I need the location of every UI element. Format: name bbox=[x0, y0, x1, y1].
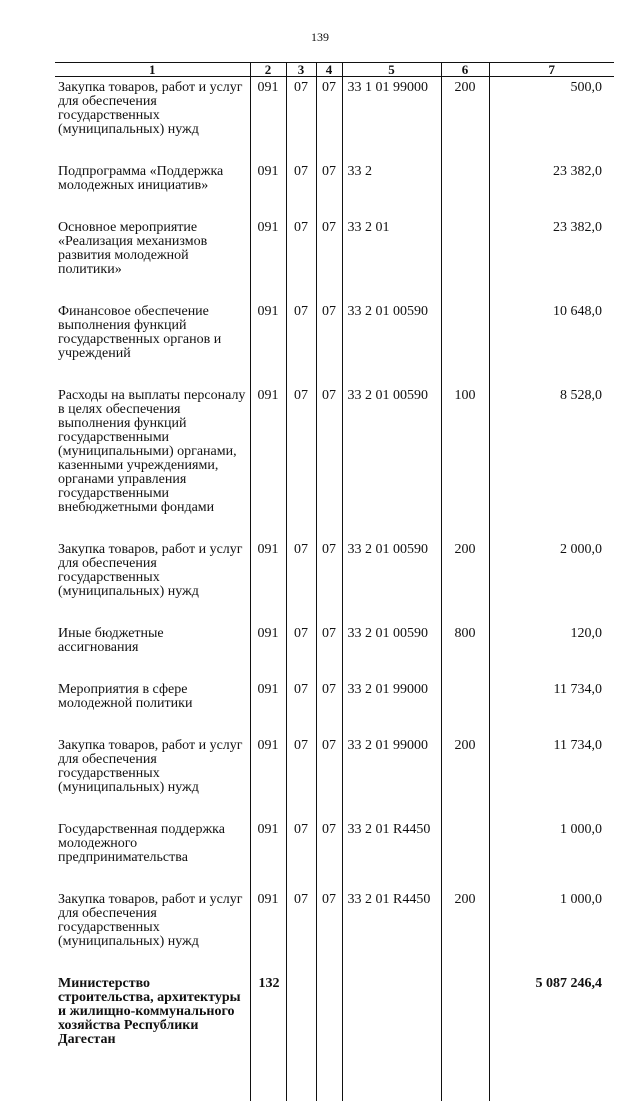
table-row bbox=[55, 381, 614, 535]
row-col2-cell: 091 bbox=[250, 381, 286, 535]
row-col3-cell: 07 bbox=[286, 885, 316, 969]
table-row bbox=[55, 731, 614, 815]
row-name-cell: Расходы на выплаты персоналу в целях обеспечения выполнения функций государственными (муниципальными) органами, казенными учреждениями, органами управления государственными внебюджетными фондами bbox=[58, 388, 246, 515]
row-col6-cell: 800 bbox=[441, 619, 489, 675]
row-col2-cell: 132 bbox=[250, 969, 286, 1067]
row-name-cell: Иные бюджетные ассигнования bbox=[58, 626, 164, 655]
row-name-cell: Закупка товаров, работ и услуг для обеспечения государственных (муниципальных) нужд bbox=[58, 542, 243, 599]
row-col4-cell bbox=[316, 969, 342, 1067]
row-col4-cell: 07 bbox=[316, 675, 342, 731]
row-col6-cell: 200 bbox=[441, 885, 489, 969]
page-number: 139 bbox=[311, 30, 329, 44]
table-row bbox=[55, 619, 614, 675]
table-row bbox=[55, 535, 614, 619]
table-row bbox=[55, 213, 614, 297]
column-header-7: 7 bbox=[489, 63, 614, 77]
table-row bbox=[55, 77, 614, 158]
row-col5-cell: 33 2 01 00590 bbox=[342, 381, 441, 535]
column-header-4: 4 bbox=[316, 63, 342, 77]
table-row bbox=[55, 969, 614, 1067]
spacer-cell bbox=[489, 1067, 614, 1101]
row-col7-cell: 10 648,0 bbox=[489, 297, 614, 381]
row-col7-cell: 23 382,0 bbox=[489, 157, 614, 213]
row-col6-cell bbox=[441, 297, 489, 381]
row-col7-cell: 1 000,0 bbox=[489, 815, 614, 885]
row-col5-cell: 33 2 01 00590 bbox=[342, 297, 441, 381]
row-col3-cell: 07 bbox=[286, 731, 316, 815]
spacer-cell bbox=[55, 1067, 250, 1101]
spacer-cell bbox=[316, 1067, 342, 1101]
row-name-cell: Финансовое обеспечение выполнения функций государственных органов и учреждений bbox=[58, 304, 222, 361]
row-col6-cell bbox=[441, 157, 489, 213]
row-col7-cell: 11 734,0 bbox=[489, 731, 614, 815]
row-col7-cell: 11 734,0 bbox=[489, 675, 614, 731]
table-row bbox=[55, 815, 614, 885]
row-col2-cell: 091 bbox=[250, 885, 286, 969]
row-col5-cell: 33 2 bbox=[342, 157, 441, 213]
spacer-cell bbox=[342, 1067, 441, 1101]
row-col6-cell: 200 bbox=[441, 535, 489, 619]
row-name-cell: Государственная поддержка молодежного предпринимательства bbox=[58, 822, 225, 865]
row-col2-cell: 091 bbox=[250, 77, 286, 158]
column-header-6: 6 bbox=[441, 63, 489, 77]
row-col7-cell: 5 087 246,4 bbox=[489, 969, 614, 1067]
row-name-cell: Подпрограмма «Поддержка молодежных инициатив» bbox=[58, 164, 224, 193]
row-col3-cell: 07 bbox=[286, 381, 316, 535]
row-col6-cell: 100 bbox=[441, 381, 489, 535]
row-col3-cell: 07 bbox=[286, 619, 316, 675]
row-col2-cell: 091 bbox=[250, 731, 286, 815]
row-col4-cell: 07 bbox=[316, 297, 342, 381]
row-col3-cell: 07 bbox=[286, 675, 316, 731]
spacer-cell bbox=[286, 1067, 316, 1101]
row-col7-cell: 23 382,0 bbox=[489, 213, 614, 297]
row-col2-cell: 091 bbox=[250, 815, 286, 885]
header-row bbox=[55, 63, 614, 77]
table-row bbox=[55, 157, 614, 213]
row-col4-cell: 07 bbox=[316, 535, 342, 619]
row-col5-cell: 33 2 01 R4450 bbox=[342, 885, 441, 969]
row-col4-cell: 07 bbox=[316, 77, 342, 158]
row-col3-cell: 07 bbox=[286, 157, 316, 213]
row-col6-cell bbox=[441, 675, 489, 731]
table-row bbox=[55, 297, 614, 381]
row-col2-cell: 091 bbox=[250, 675, 286, 731]
row-col6-cell bbox=[441, 969, 489, 1067]
row-col5-cell: 33 1 01 99000 bbox=[342, 77, 441, 158]
table-row bbox=[55, 675, 614, 731]
row-col4-cell: 07 bbox=[316, 619, 342, 675]
row-col6-cell: 200 bbox=[441, 731, 489, 815]
row-col4-cell: 07 bbox=[316, 815, 342, 885]
budget-table bbox=[55, 62, 614, 1101]
row-col3-cell: 07 bbox=[286, 297, 316, 381]
row-col7-cell: 1 000,0 bbox=[489, 885, 614, 969]
row-col2-cell: 091 bbox=[250, 297, 286, 381]
row-col3-cell: 07 bbox=[286, 815, 316, 885]
row-col3-cell bbox=[286, 969, 316, 1067]
row-col2-cell: 091 bbox=[250, 213, 286, 297]
spacer-cell bbox=[441, 1067, 489, 1101]
row-col4-cell: 07 bbox=[316, 885, 342, 969]
row-col2-cell: 091 bbox=[250, 157, 286, 213]
row-col6-cell bbox=[441, 213, 489, 297]
row-col5-cell: 33 2 01 00590 bbox=[342, 535, 441, 619]
row-col3-cell: 07 bbox=[286, 535, 316, 619]
row-name-cell: Закупка товаров, работ и услуг для обеспечения государственных (муниципальных) нужд bbox=[58, 738, 243, 795]
row-name-cell: Закупка товаров, работ и услуг для обеспечения государственных (муниципальных) нужд bbox=[58, 80, 243, 137]
row-col2-cell: 091 bbox=[250, 619, 286, 675]
column-header-3: 3 bbox=[286, 63, 316, 77]
row-name-cell: Министерство строительства, архитектуры и жилищно-коммунального хозяйства Республики Дагестан bbox=[58, 976, 241, 1047]
row-name-cell: Основное мероприятие «Реализация механизмов развития молодежной политики» bbox=[58, 220, 208, 277]
row-col5-cell: 33 2 01 99000 bbox=[342, 731, 441, 815]
row-col6-cell: 200 bbox=[441, 77, 489, 158]
row-col5-cell bbox=[342, 969, 441, 1067]
row-col3-cell: 07 bbox=[286, 77, 316, 158]
row-col5-cell: 33 2 01 bbox=[342, 213, 441, 297]
row-col5-cell: 33 2 01 R4450 bbox=[342, 815, 441, 885]
row-name-cell: Закупка товаров, работ и услуг для обеспечения государственных (муниципальных) нужд bbox=[58, 892, 243, 949]
row-col4-cell: 07 bbox=[316, 381, 342, 535]
row-col3-cell: 07 bbox=[286, 213, 316, 297]
row-col6-cell bbox=[441, 815, 489, 885]
row-col5-cell: 33 2 01 00590 bbox=[342, 619, 441, 675]
spacer-cell bbox=[250, 1067, 286, 1101]
row-col7-cell: 2 000,0 bbox=[489, 535, 614, 619]
row-name-cell: Мероприятия в сфере молодежной политики bbox=[58, 682, 193, 711]
row-col5-cell: 33 2 01 99000 bbox=[342, 675, 441, 731]
column-header-1: 1 bbox=[55, 63, 250, 77]
row-col2-cell: 091 bbox=[250, 535, 286, 619]
row-col7-cell: 500,0 bbox=[489, 77, 614, 158]
row-col7-cell: 8 528,0 bbox=[489, 381, 614, 535]
table-spacer-row bbox=[55, 1067, 614, 1101]
row-col7-cell: 120,0 bbox=[489, 619, 614, 675]
column-header-2: 2 bbox=[250, 63, 286, 77]
row-col4-cell: 07 bbox=[316, 157, 342, 213]
table-row bbox=[55, 885, 614, 969]
row-col4-cell: 07 bbox=[316, 731, 342, 815]
row-col4-cell: 07 bbox=[316, 213, 342, 297]
column-header-5: 5 bbox=[342, 63, 441, 77]
